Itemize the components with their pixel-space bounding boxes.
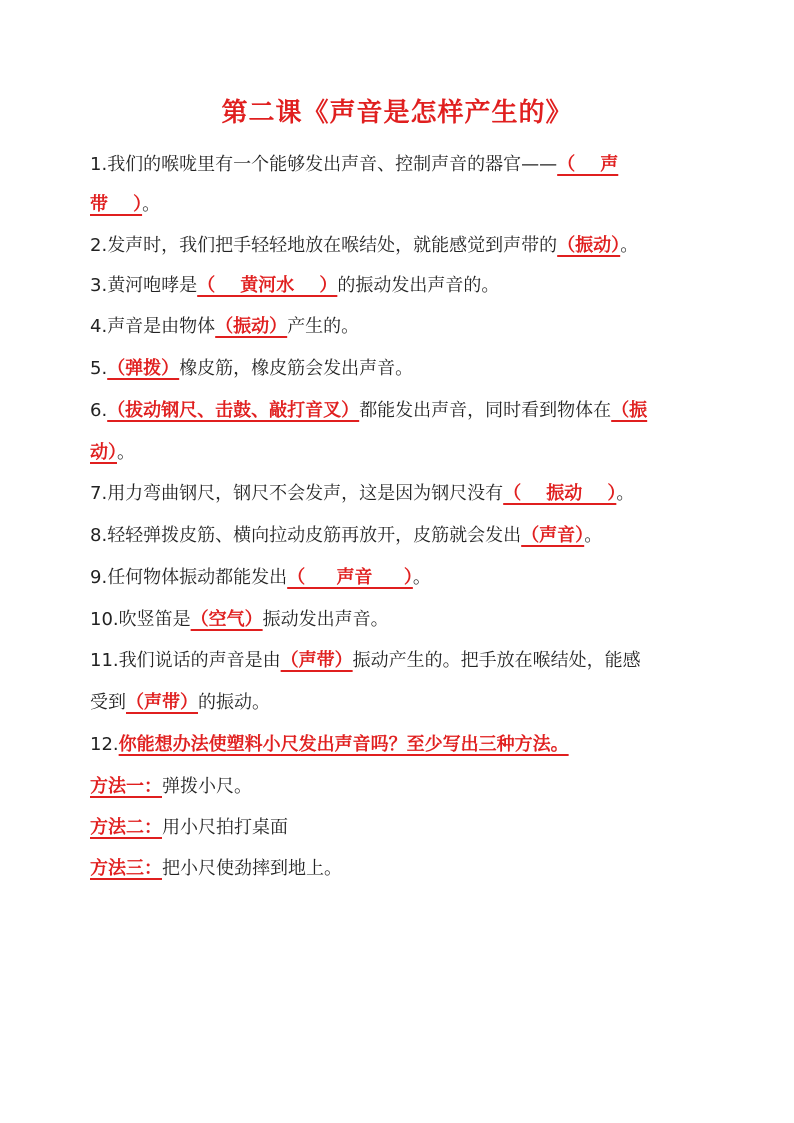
method-text: 用小尺拍打桌面 — [162, 817, 288, 838]
question-text: 声音是由物体 — [107, 316, 216, 337]
question-text: 产生的。 — [287, 316, 360, 337]
question-11-cont — [90, 690, 710, 716]
question-2 — [90, 233, 710, 259]
question-text: 发声时，我们把手轻轻地放在喉结处，就能感觉到声带的 — [107, 235, 558, 256]
question-text: 任何物体振动都能发出 — [107, 567, 288, 588]
question-number: 9. — [90, 567, 108, 588]
question-1 — [90, 152, 710, 178]
question-6-cont — [90, 440, 710, 466]
question-6 — [90, 398, 710, 424]
question-11 — [90, 648, 710, 674]
question-text: 。 — [616, 483, 635, 504]
question-number: 1. — [90, 154, 108, 175]
answer-blank: 动） — [90, 442, 117, 463]
question-text: 的振动发出声音的。 — [337, 275, 500, 296]
answer-blank: （ 振动 ） — [503, 483, 617, 504]
question-number: 2. — [90, 235, 108, 256]
question-text: 。 — [412, 567, 431, 588]
answer-blank: （声带） — [280, 650, 353, 671]
answer-blank: （声带） — [126, 692, 198, 713]
method-text: 弹拨小尺。 — [162, 776, 252, 797]
question-text: 。 — [620, 235, 639, 256]
method-3 — [90, 856, 710, 882]
question-number: 11. — [90, 650, 119, 671]
question-text: 。 — [584, 525, 603, 546]
answer-blank: （拔动钢尺、击鼓、敲打音叉） — [107, 400, 360, 421]
method-2 — [90, 815, 710, 841]
method-text: 把小尺使劲摔到地上。 — [162, 858, 342, 879]
question-text: 振动发出声音。 — [262, 609, 389, 630]
answer-blank: （振动） — [557, 235, 621, 256]
question-text: 吹竖笛是 — [118, 609, 191, 630]
question-text: 。 — [142, 194, 161, 215]
question-5 — [90, 356, 710, 382]
question-text: 。 — [117, 442, 135, 463]
question-12 — [90, 732, 710, 758]
question-text: 黄河咆哮是 — [107, 275, 198, 296]
question-number: 7. — [90, 483, 108, 504]
question-text: 我们说话的声音是由 — [118, 650, 281, 671]
question-number: 5. — [90, 358, 108, 379]
question-9 — [90, 565, 710, 591]
question-number: 6. — [90, 400, 108, 421]
method-label: 方法三： — [90, 858, 162, 879]
answer-blank: （振动） — [215, 316, 288, 337]
answer-blank: 带 ） — [90, 194, 143, 215]
question-text: 受到 — [90, 692, 126, 713]
method-label: 方法二： — [90, 817, 162, 838]
question-text: 的振动。 — [198, 692, 270, 713]
answer-blank: （ 声音 ） — [287, 567, 413, 588]
question-8 — [90, 523, 710, 549]
answer-blank: （弹拨） — [107, 358, 180, 379]
answer-blank: （声音） — [521, 525, 585, 546]
question-7 — [90, 481, 710, 507]
question-1-cont — [90, 192, 710, 218]
question-text: 都能发出声音，同时看到物体在 — [359, 400, 612, 421]
question-4 — [90, 314, 710, 340]
question-number: 4. — [90, 316, 108, 337]
answer-blank: （空气） — [190, 609, 263, 630]
answer-blank: （振 — [611, 400, 648, 421]
question-text: 橡皮筋，橡皮筋会发出声音。 — [179, 358, 414, 379]
page-title: 第二课《声音是怎样产生的》 — [221, 98, 573, 128]
question-prompt: 你能想办法使塑料小尺发出声音吗？至少写出三种方法。 — [118, 734, 569, 755]
question-number: 3. — [90, 275, 108, 296]
question-text: 我们的喉咙里有一个能够发出声音、控制声音的器官—— — [107, 154, 558, 175]
question-number: 8. — [90, 525, 108, 546]
method-label: 方法一： — [90, 776, 162, 797]
question-3 — [90, 273, 710, 299]
answer-blank: （ 声 — [557, 154, 619, 175]
answer-blank: （ 黄河水 ） — [197, 275, 338, 296]
question-text: 振动产生的。把手放在喉结处，能感 — [352, 650, 641, 671]
question-text: 用力弯曲钢尺，钢尺不会发声，这是因为钢尺没有 — [107, 483, 504, 504]
question-text: 轻轻弹拨皮筋、横向拉动皮筋再放开，皮筋就会发出 — [107, 525, 522, 546]
question-number: 10. — [90, 609, 119, 630]
question-10 — [90, 607, 710, 633]
method-1 — [90, 774, 710, 800]
question-number: 12. — [90, 734, 119, 755]
